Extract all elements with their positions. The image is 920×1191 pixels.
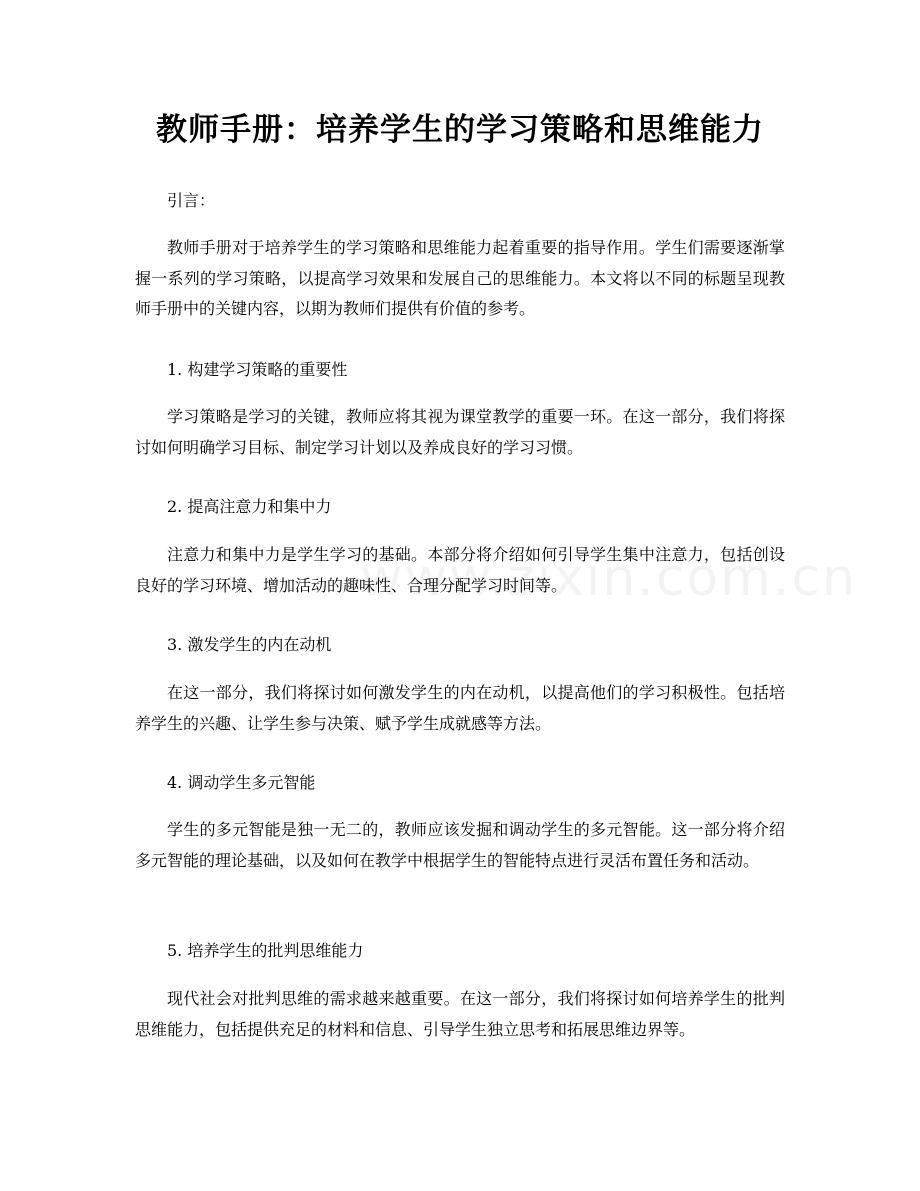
section-heading-2: 2. 提高注意力和集中力: [167, 497, 332, 516]
section-heading-4: 4. 调动学生多元智能: [167, 773, 316, 792]
section-body-5: 现代社会对批判思维的需求越来越重要。在这一部分，我们将探讨如何培养学生的批判思维能力，包括提供充足的材料和信息、引导学生独立思考和拓展思维边界等。: [135, 989, 785, 1039]
intro-label: 引言：: [167, 191, 216, 210]
intro-paragraph: 教师手册对于培养学生的学习策略和思维能力起着重要的指导作用。学生们需要逐渐掌握一系列的学习策略，以提高学习效果和发展自己的思维能力。本文将以不同的标题呈现教师手册中的关键内容，以期为教师们提供有价值的参考。: [135, 238, 785, 318]
section-heading-3: 3. 激发学生的内在动机: [167, 635, 332, 654]
section-body-2: 注意力和集中力是学生学习的基础。本部分将介绍如何引导学生集中注意力，包括创设良好的学习环境、增加活动的趣味性、合理分配学习时间等。: [135, 545, 785, 595]
section-heading-5: 5. 培养学生的批判思维能力: [167, 941, 364, 960]
document-title: 教师手册：培养学生的学习策略和思维能力: [156, 112, 764, 148]
section-heading-1: 1. 构建学习策略的重要性: [167, 360, 348, 379]
section-body-1: 学习策略是学习的关键，教师应将其视为课堂教学的重要一环。在这一部分，我们将探讨如何明确学习目标、制定学习计划以及养成良好的学习习惯。: [135, 407, 785, 457]
section-body-3: 在这一部分，我们将探讨如何激发学生的内在动机，以提高他们的学习积极性。包括培养学生的兴趣、让学生参与决策、赋予学生成就感等方法。: [135, 683, 785, 733]
section-body-4: 学生的多元智能是独一无二的，教师应该发掘和调动学生的多元智能。这一部分将介绍多元智能的理论基础，以及如何在教学中根据学生的智能特点进行灵活布置任务和活动。: [135, 820, 785, 870]
watermark: [360, 548, 857, 608]
